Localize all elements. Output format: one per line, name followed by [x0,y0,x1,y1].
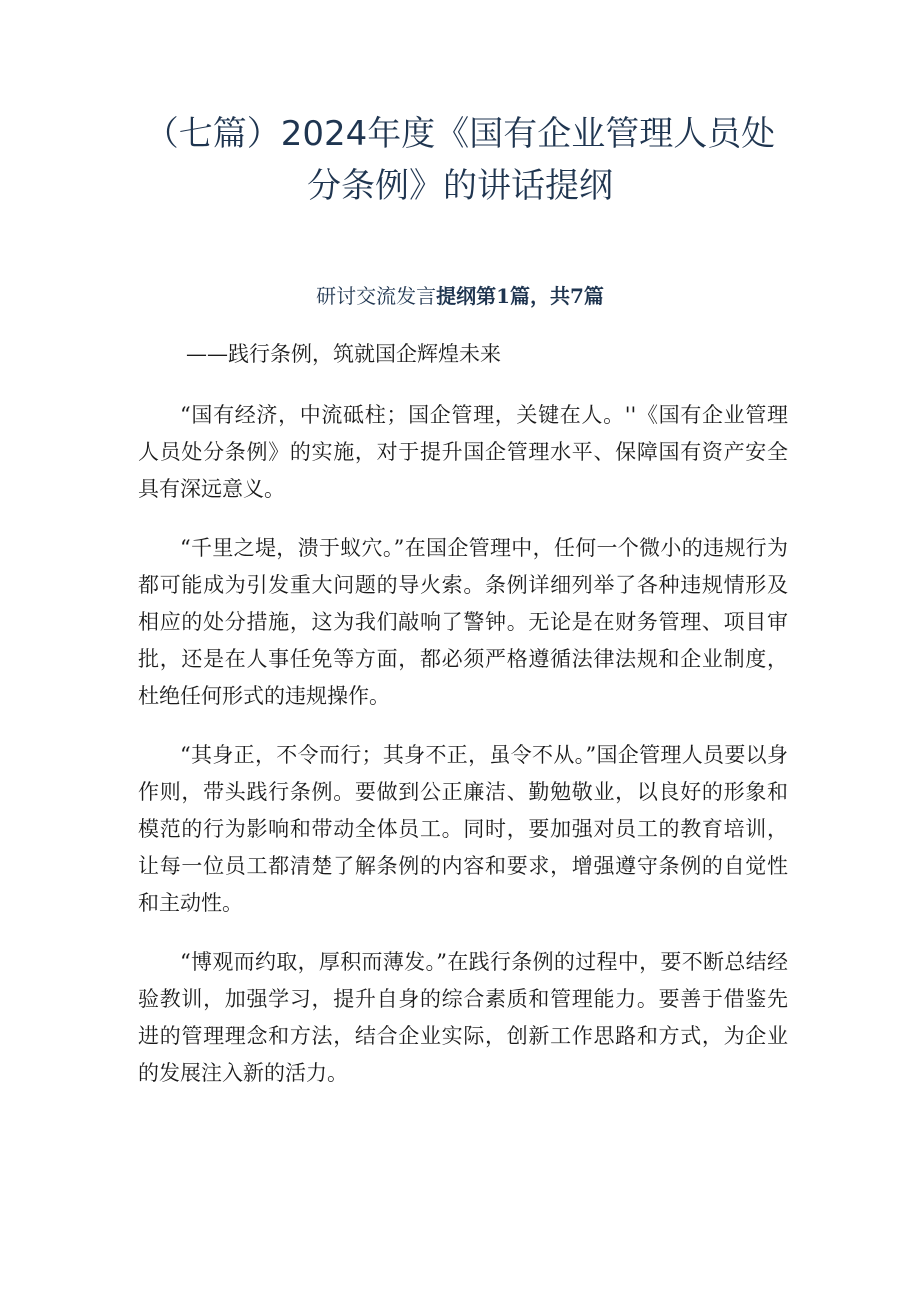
document-title-line-2: 分条例》的讲话提纲 [307,166,613,206]
document-title-line-1: （七篇）2024年度《国有企业管理人员处 [144,114,776,154]
body-paragraph-1: “国有经济，中流砥柱；国企管理，关键在人。''《国有企业管理人员处分条例》的实施，对于提升国企管理水平、保障国有资产安全具有深远意义。 [138,403,788,501]
body-paragraph-4: “博观而约取，厚积而薄发。”在践行条例的过程中，要不断总结经验教训，加强学习，提升自身的综合素质和管理能力。要善于借鉴先进的管理理念和方法，结合企业实际，创新工作思路和方式，为企业的发展注入新的活力。 [138,950,788,1085]
document-body [138,336,788,1114]
subtitle-plain-text: 研讨交流发言 [316,284,437,308]
body-paragraph-2: “千里之堤，溃于蚁穴。”在国企管理中，任何一个微小的违规行为都可能成为引发重大问题的导火索。条例详细列举了各种违规情形及相应的处分措施，这为我们敲响了警钟。无论是在财务管理、项目审批，还是在人事任免等方面，都必须严格遵循法律法规和企业制度，杜绝任何形式的违规操作。 [138,536,788,708]
document-subtitle [110,282,810,310]
subtitle-bold-text: 提纲第1篇，共7篇 [436,284,604,308]
body-paragraph-3: “其身正，不令而行；其身不正，虽令不从。”国企管理人员要以身作则，带头践行条例。要做到公正廉洁、勤勉敬业，以良好的形象和模范的行为影响和带动全体员工。同时，要加强对员工的教育培训，让每一位员工都清楚了解条例的内容和要求，增强遵守条例的自觉性和主动性。 [138,743,788,915]
document-title [110,108,810,212]
motto-line: ——践行条例，筑就国企辉煌未来 [186,342,501,366]
